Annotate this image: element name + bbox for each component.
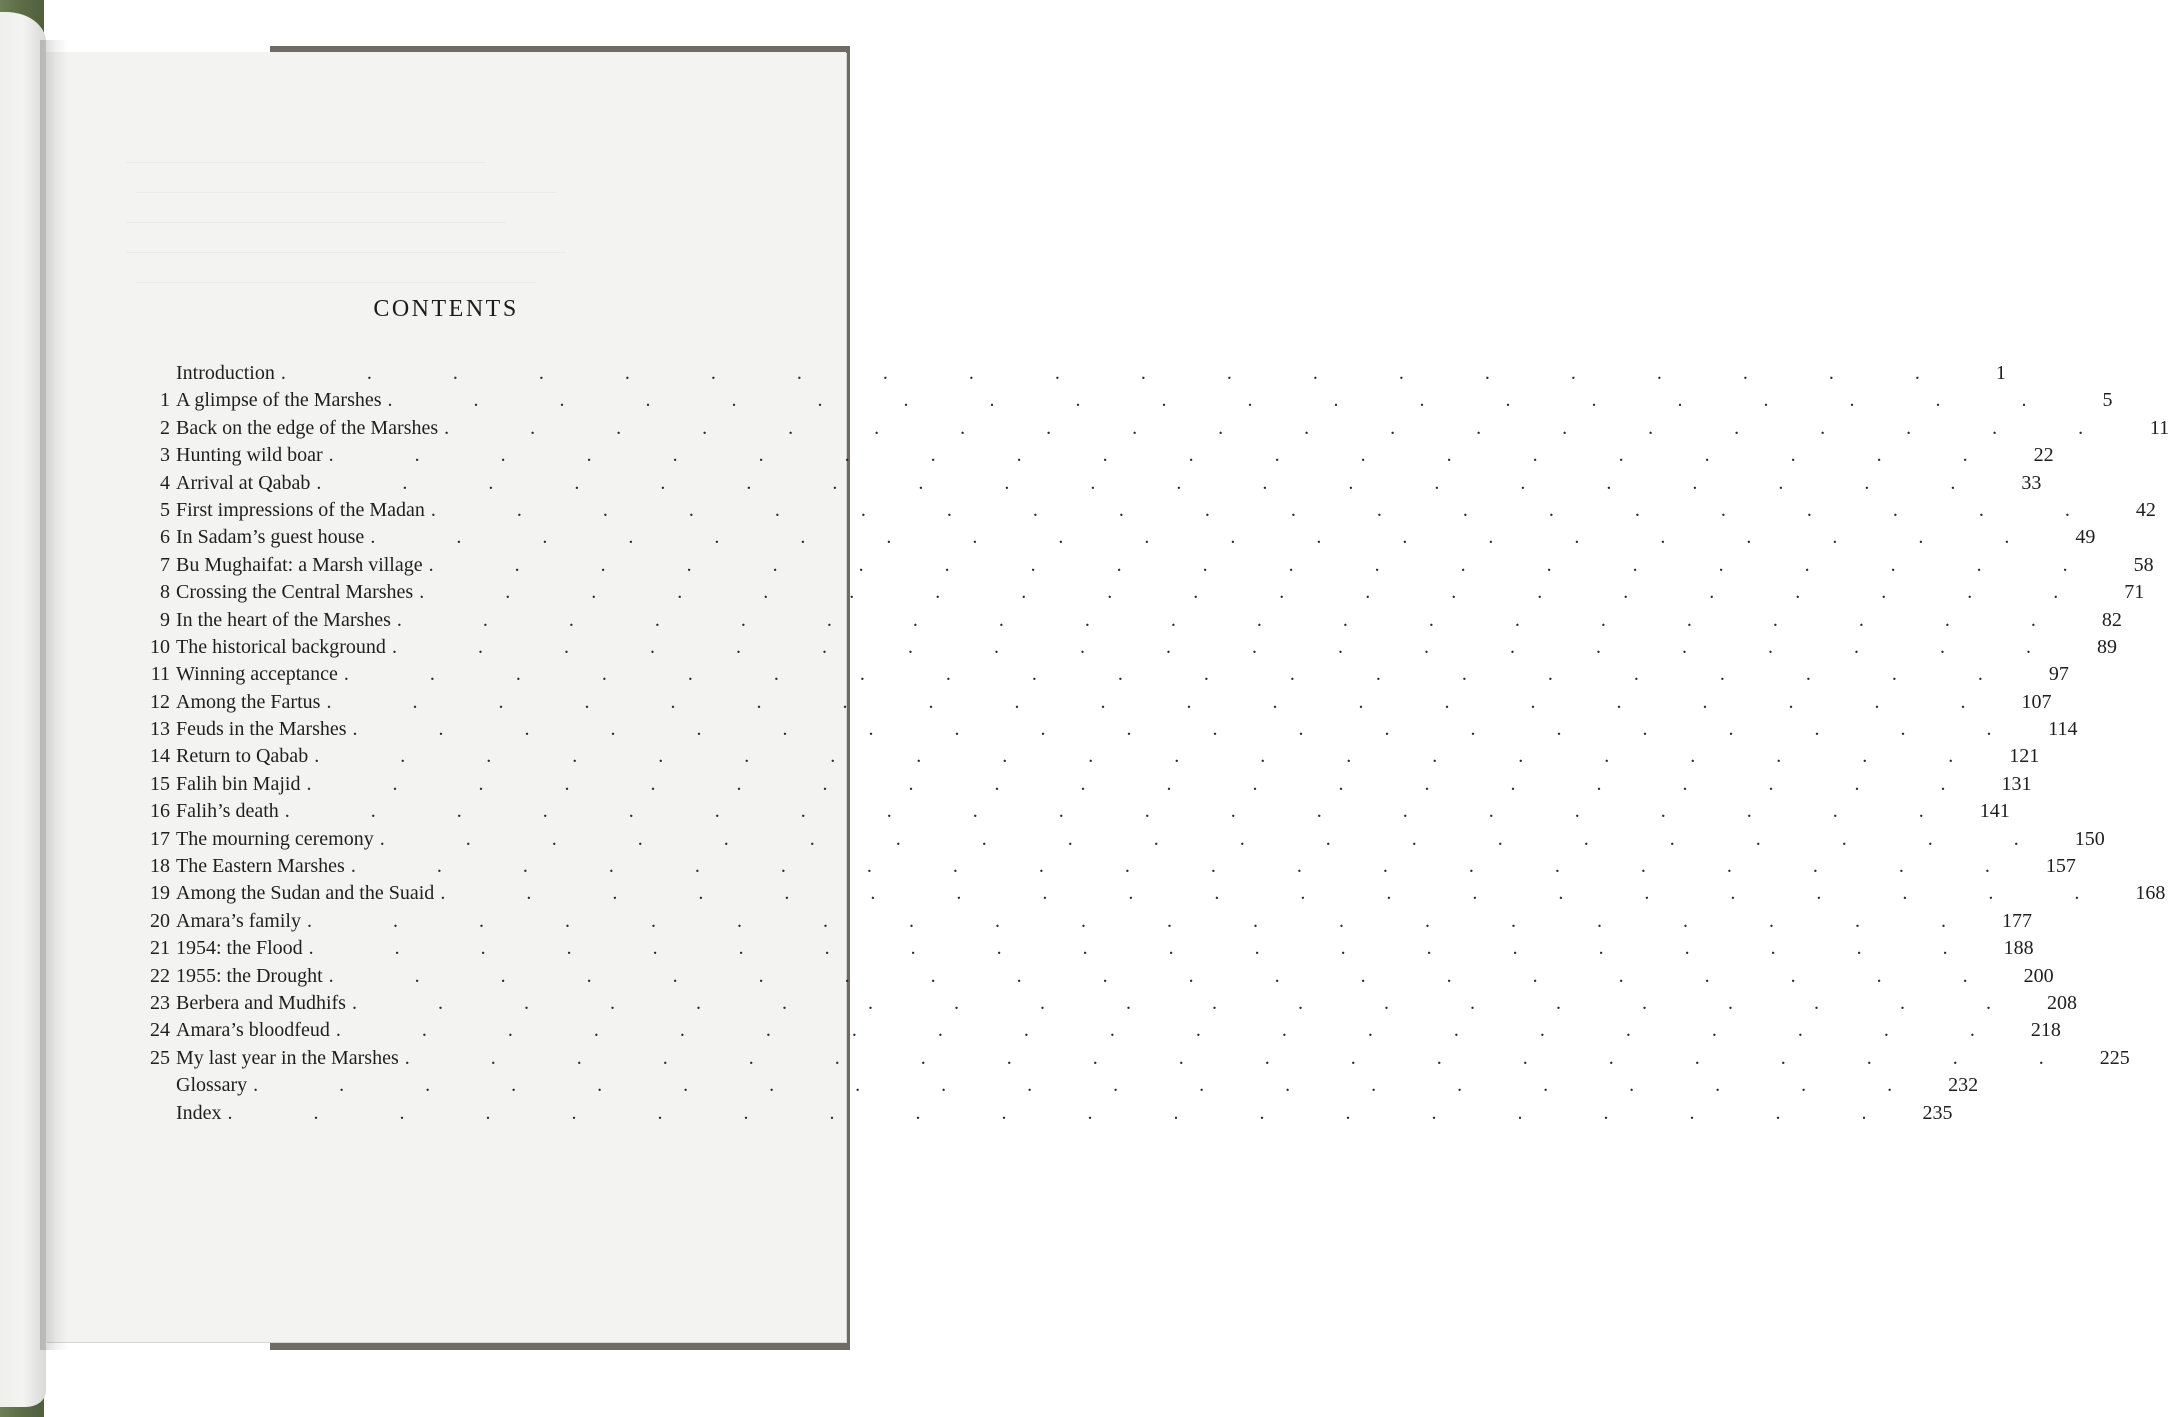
toc-entry: [126, 526, 2096, 553]
dot-leader: . . . . . . . . . . . . . . . . . . . .: [379, 827, 2057, 850]
toc-entry: [126, 663, 2069, 690]
toc-entry: [126, 745, 2040, 772]
toc-entry: [126, 444, 2054, 471]
chapter-title: 1955: the Drought: [176, 965, 329, 988]
dot-leader: . . . . . . . . . . . . . . . . . . . .: [280, 362, 1958, 384]
page-number: 218: [2030, 1019, 2061, 1042]
chapter-title: 1954: the Flood: [176, 937, 309, 960]
chapter-number: 4: [160, 471, 170, 494]
chapter-number: 13: [150, 718, 170, 741]
toc-entry: [126, 1101, 1953, 1129]
dot-leader: . . . . . . . . . . . . . . . . . . . .: [306, 772, 1984, 795]
page-number: 150: [2074, 827, 2105, 850]
chapter-title: Index: [176, 1102, 228, 1125]
gutter-shadow: [40, 40, 68, 1350]
page-number: 200: [2023, 964, 2054, 987]
dot-leader: . . . . . . . . . . . . . . . . . . . .: [343, 663, 2021, 686]
chapter-title: Crossing the Central Marshes: [176, 581, 419, 604]
toc-entry: [126, 389, 2113, 416]
toc-entry: [126, 909, 2032, 937]
toc-entry: [126, 937, 2034, 964]
chapter-number: 12: [150, 690, 170, 713]
page-number: 177: [2001, 909, 2032, 932]
chapter-title: Arrival at Qabab: [176, 472, 316, 495]
chapter-title: Introduction: [176, 362, 281, 385]
chapter-number: 3: [160, 444, 170, 467]
toc-entry: [126, 635, 2117, 663]
page-number: 168: [2135, 882, 2166, 905]
chapter-number: 1: [160, 389, 170, 412]
dot-leader: . . . . . . . . . . . . . . . . . . . .: [428, 553, 2106, 576]
toc-entry: [126, 498, 2156, 526]
toc-entry: [126, 1019, 2061, 1046]
toc-entry: [126, 855, 2076, 882]
toc-entry: [126, 718, 2078, 745]
toc-entry: [126, 1074, 1979, 1101]
page-number: 33: [2021, 471, 2042, 494]
page-number: 141: [1979, 800, 2010, 823]
chapter-number: 22: [150, 964, 170, 987]
chapter-title: Winning acceptance: [176, 663, 344, 686]
chapter-title: Amara’s family: [176, 910, 307, 933]
page-number: 89: [2096, 635, 2117, 658]
dot-leader: . . . . . . . . . . . . . . . . . . . .: [335, 1019, 2013, 1042]
dot-leader: . . . . . . . . . . . . . . . . . . . .: [391, 635, 2069, 658]
dot-leader: . . . . . . . . . . . . . . . . . . . .: [308, 937, 1986, 960]
page-number: 157: [2045, 855, 2076, 878]
dot-leader: . . . . . . . . . . . . . . . . . . . .: [396, 608, 2074, 631]
chapter-title: In Sadam’s guest house: [176, 526, 370, 549]
page-number: 188: [2003, 937, 2034, 960]
page-number: 1: [1995, 362, 2006, 384]
chapter-number: 21: [150, 937, 170, 960]
chapter-title: In the heart of the Marshes: [176, 609, 397, 632]
dot-leader: . . . . . . . . . . . . . . . . . . . .: [370, 526, 2048, 549]
page-number: 114: [2048, 718, 2078, 741]
chapter-number: 11: [150, 663, 170, 686]
chapter-title: Bu Mughaifat: a Marsh village: [176, 554, 429, 577]
page-number: 42: [2135, 498, 2156, 521]
chapter-title: The Eastern Marshes: [176, 855, 351, 878]
chapter-number: 10: [150, 635, 170, 658]
dot-leader: . . . . . . . . . . . . . . . . . . . .: [328, 964, 2006, 987]
chapter-title: First impressions of the Madan: [176, 499, 431, 522]
chapter-number: 9: [160, 608, 170, 631]
dot-leader: . . . . . . . . . . . . . . . . . . . .: [326, 690, 2004, 713]
page-number: 49: [2075, 526, 2096, 549]
dot-leader: . . . . . . . . . . . . . . . . . . . .: [227, 1101, 1905, 1124]
dot-leader: . . . . . . . . . . . . . . . . . . . .: [316, 471, 1994, 494]
chapter-title: Glossary: [176, 1074, 253, 1097]
chapter-title: The historical background: [176, 636, 392, 659]
chapter-number: 23: [150, 991, 170, 1014]
page-number: 58: [2133, 553, 2154, 576]
page-number: 71: [2124, 581, 2145, 604]
toc-entry: [126, 1046, 2130, 1074]
chapter-number: 5: [160, 498, 170, 521]
page-number: 208: [2046, 991, 2077, 1014]
chapter-number: 15: [150, 772, 170, 795]
dot-leader: . . . . . . . . . . . . . . . . . . . .: [440, 882, 2118, 905]
page-number: 107: [2021, 690, 2052, 713]
toc-entry: [126, 991, 2077, 1019]
page-number: 97: [2048, 663, 2069, 686]
dot-leader: . . . . . . . . . . . . . . . . . . . .: [253, 1074, 1931, 1097]
chapter-number: 25: [150, 1046, 170, 1069]
chapter-title: Among the Fartus: [176, 691, 326, 714]
chapter-title: Amara’s bloodfeud: [176, 1019, 336, 1042]
dot-leader: . . . . . . . . . . . . . . . . . . . .: [387, 389, 2065, 412]
chapter-title: Falih bin Majid: [176, 773, 306, 796]
dot-leader: . . . . . . . . . . . . . . . . . . . .: [314, 745, 1992, 768]
page-number: 22: [2033, 444, 2054, 467]
chapter-number: 19: [150, 882, 170, 905]
dot-leader: . . . . . . . . . . . . . . . . . . . .: [284, 800, 1962, 823]
toc-entry: [126, 772, 2032, 800]
chapter-number: 6: [160, 526, 170, 549]
chapter-title: Hunting wild boar: [176, 444, 329, 467]
chapter-title: Falih’s death: [176, 800, 285, 823]
chapter-number: 2: [160, 416, 170, 439]
chapter-title: Among the Sudan and the Suaid: [176, 882, 440, 905]
chapter-number: 18: [150, 855, 170, 878]
chapter-number: 16: [150, 800, 170, 823]
toc-entry: [126, 362, 2006, 389]
page-number: 82: [2101, 608, 2122, 631]
contents-page: [46, 52, 2169, 1342]
dot-leader: . . . . . . . . . . . . . . . . . . . .: [419, 581, 2097, 604]
toc-entry: [126, 690, 2052, 718]
page-number: 121: [2009, 745, 2040, 768]
dot-leader: . . . . . . . . . . . . . . . . . . . .: [352, 718, 2030, 741]
chapter-title: The mourning ceremony: [176, 828, 380, 851]
toc-entry: [126, 800, 2010, 827]
page-number: 11: [2149, 416, 2169, 439]
chapter-title: Feuds in the Marshes: [176, 718, 353, 741]
chapter-title: Back on the edge of the Marshes: [176, 417, 444, 440]
toc-entry: [126, 471, 2042, 499]
dot-leader: . . . . . . . . . . . . . . . . . . . .: [350, 855, 2028, 878]
dot-leader: . . . . . . . . . . . . . . . . . . . .: [306, 909, 1984, 932]
dot-leader: . . . . . . . . . . . . . . . . . . . .: [430, 498, 2108, 521]
toc-entry: [126, 964, 2054, 992]
toc-entry: [126, 882, 2166, 909]
toc-entry: [126, 581, 2145, 608]
page-number: 232: [1948, 1074, 1979, 1097]
toc-entry: [126, 553, 2154, 581]
toc-entry: [126, 827, 2105, 855]
chapter-number: 17: [150, 827, 170, 850]
chapter-title: Berbera and Mudhifs: [176, 992, 352, 1015]
chapter-title: Return to Qabab: [176, 745, 314, 768]
page-number: 5: [2102, 389, 2113, 412]
chapter-title: A glimpse of the Marshes: [176, 389, 388, 412]
chapter-number: 14: [150, 745, 170, 768]
dot-leader: . . . . . . . . . . . . . . . . . . . .: [328, 444, 2006, 467]
chapter-number: 7: [160, 553, 170, 576]
dot-leader: . . . . . . . . . . . . . . . . . . . .: [444, 416, 2122, 439]
chapter-number: 8: [160, 581, 170, 604]
toc-entry: [126, 608, 2122, 636]
page-number: 225: [2099, 1046, 2130, 1069]
page-number: 235: [1922, 1101, 1953, 1124]
toc-entry: [126, 416, 2169, 444]
dot-leader: . . . . . . . . . . . . . . . . . . . .: [351, 991, 2029, 1014]
page-title: CONTENTS: [373, 296, 519, 322]
table-of-contents: [126, 362, 2169, 1129]
chapter-title: My last year in the Marshes: [176, 1047, 405, 1070]
chapter-number: 20: [150, 909, 170, 932]
dot-leader: . . . . . . . . . . . . . . . . . . . .: [404, 1046, 2082, 1069]
chapter-number: 24: [150, 1019, 170, 1042]
page-number: 131: [2001, 772, 2032, 795]
